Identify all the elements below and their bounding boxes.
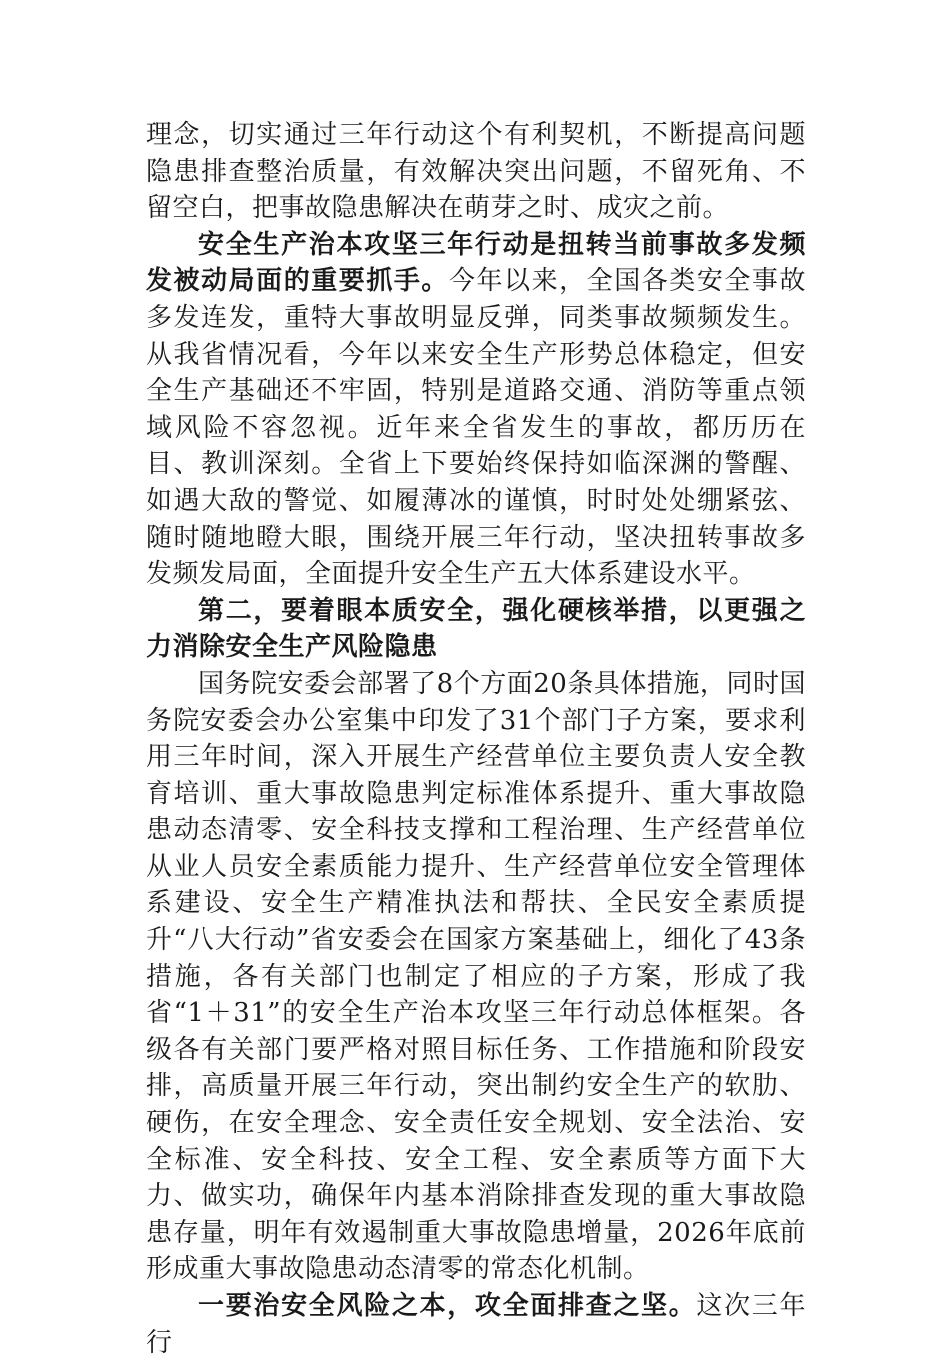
section-heading-2: 第二，要着眼本质安全，强化硬核举措，以更强之力消除安全生产风险隐患 <box>146 595 806 663</box>
paragraph-4 <box>146 1288 806 1361</box>
paragraph-3: 国务院安委会部署了8个方面20条具体措施，同时国务院安委会办公室集中印发了31个部门子方案，要求利用三年时间，深入开展生产经营单位主要负责人安全教育培训、重大事故隐患判定标准体系提升、重大事故隐患动态清零、安全科技支撑和工程治理、生产经营单位从业人员安全素质能力提升、生产经营单位安全管理体系建设、安全生产精准执法和帮扶、全民安全素质提升“八大行动”省安委会在国家方案基础上，细化了43条措施，各有关部门也制定了相应的子方案，形成了我省“1＋31”的安全生产治本攻坚三年行动总体框架。各级各有关部门要严格对照目标任务、工作措施和阶段安排，高质量开展三年行动，突出制约安全生产的软肋、硬伤，在安全理念、安全责任安全规划、安全法治、安全标准、安全科技、安全工程、安全素质等方面下大力、做实功，确保年内基本消除排查发现的重大事故隐患存量，明年有效遏制重大事故隐患增量，2026年底前形成重大事故隐患动态清零的常态化机制。 <box>146 668 806 1285</box>
document-page <box>146 117 806 1361</box>
paragraph-4-body: 这次三年行 <box>146 1291 806 1358</box>
paragraph-4-lead: 一要治安全风险之本，攻全面排查之坚。 <box>198 1291 697 1321</box>
paragraph-1: 理念，切实通过三年行动这个有利契机，不断提高问题隐患排查整治质量，有效解决突出问题，不留死角、不留空白，把事故隐患解决在萌芽之时、成灾之前。 <box>146 120 806 224</box>
paragraph-2-body: 今年以来，全国各类安全事故多发连发，重特大事故明显反弹，同类事故频频发生。从我省情况看，今年以来安全生产形势总体稳定，但安全生产基础还不牢固，特别是道路交通、消防等重点领域风险不容忽视。近年来全省发生的事故，都历历在目、教训深刻。全省上下要始终保持如临深渊的警醒、如遇大敌的警觉、如履薄冰的谨慎，时时处处绷紧弦、随时随地瞪大眼，围绕开展三年行动，坚决扭转事故多发频发局面，全面提升安全生产五大体系建设水平。 <box>146 266 806 590</box>
paragraph-2-lead: 安全生产治本攻坚三年行动是扭转当前事故多发频发被动局面的重要抓手。 <box>146 229 806 297</box>
paragraph-2 <box>146 227 806 593</box>
